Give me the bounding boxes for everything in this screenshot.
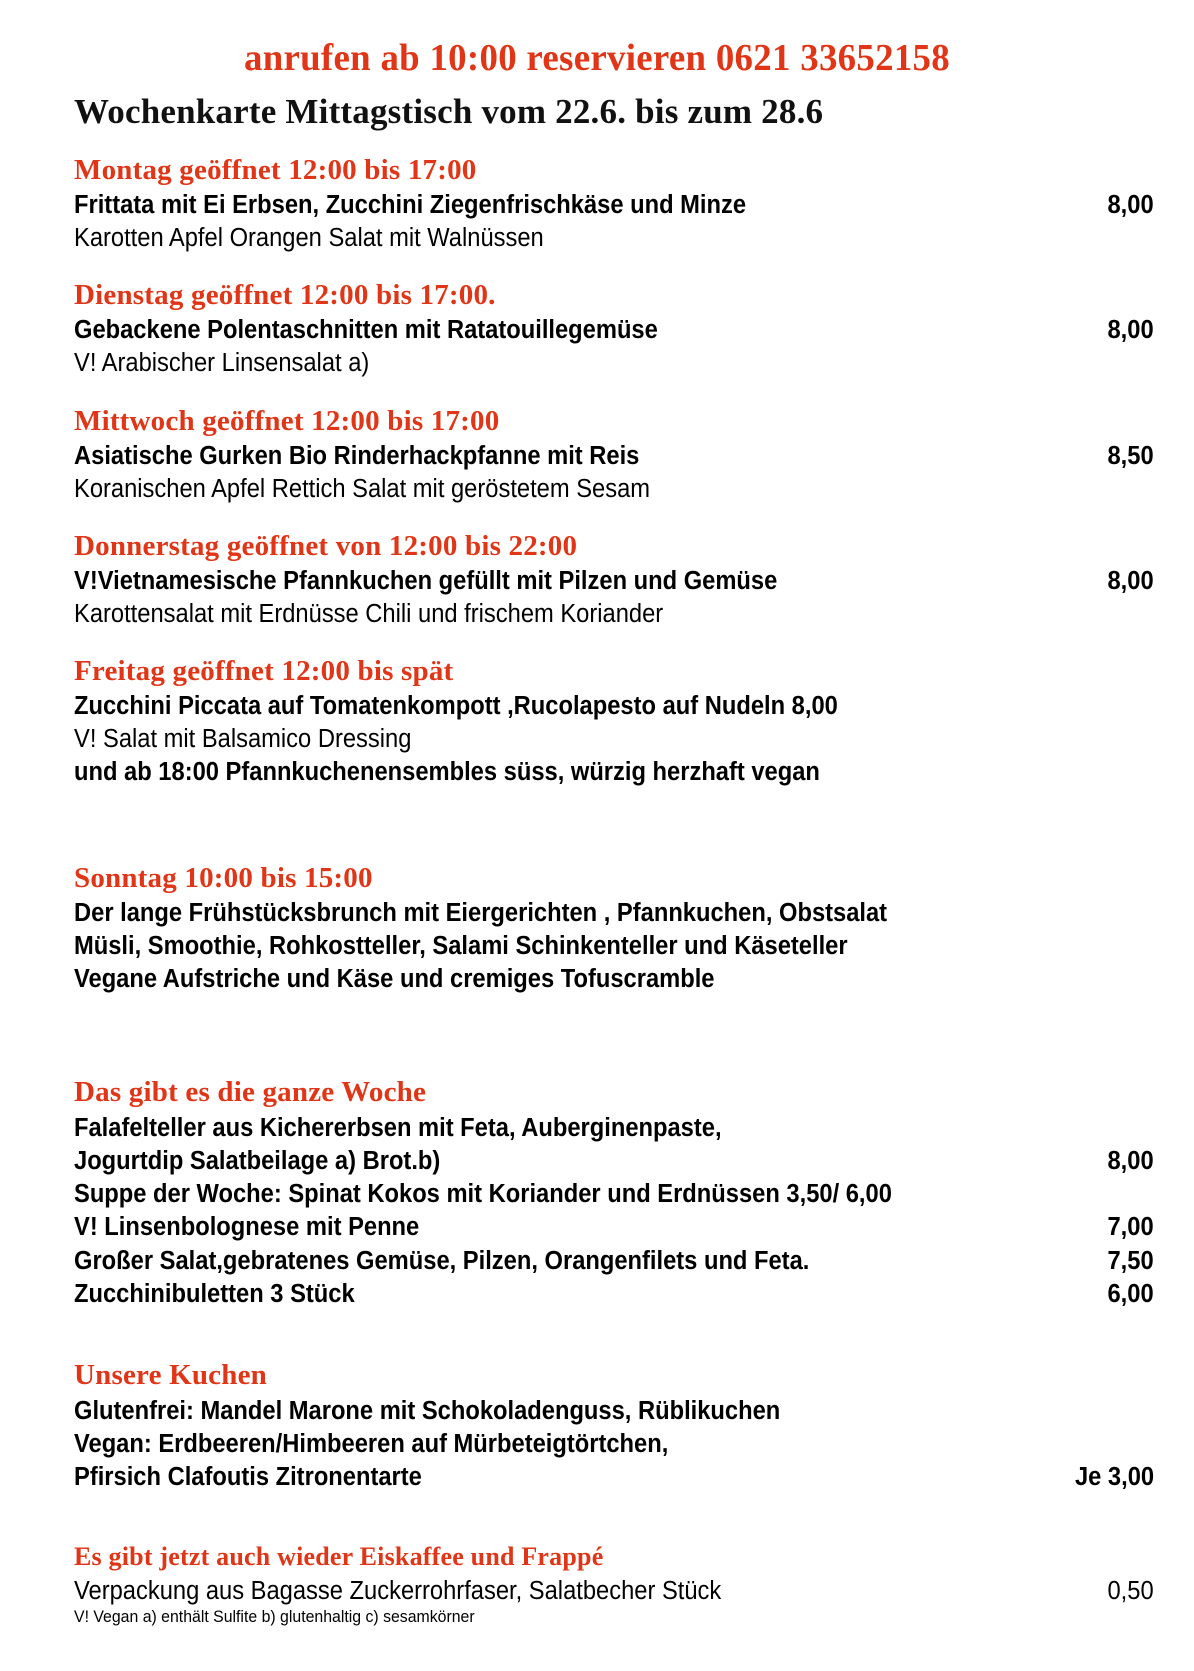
dish-name: Gebackene Polentaschnitten mit Ratatouillegemüse [74, 316, 658, 345]
dish-name: Zucchini Piccata auf Tomatenkompott ,Rucolapesto auf Nudeln 8,00 [74, 692, 838, 721]
item-price: 8,00 [1107, 1147, 1154, 1176]
cake-line-vegan: Vegan: Erdbeeren/Himbeeren auf Mürbeteigtörtchen, [74, 1429, 669, 1458]
day-heading-freitag: Freitag geöffnet 12:00 bis spät [74, 655, 454, 688]
menu-content [0, 132, 1194, 1628]
day-heading-donnerstag: Donnerstag geöffnet von 12:00 bis 22:00 [74, 529, 578, 562]
dish-price: 8,00 [1107, 191, 1154, 219]
all-week-item-row [74, 1145, 1154, 1178]
dish-name: Frittata mit Ei Erbsen, Zucchini Ziegenfrischkäse und Minze [74, 191, 747, 219]
spacer [74, 1333, 1154, 1359]
day-block-mittwoch [74, 405, 1154, 506]
day-heading-montag: Montag geöffnet 12:00 bis 17:00 [74, 154, 477, 186]
item-label: Suppe der Woche: Spinat Kokos mit Koriander und Erdnüssen 3,50/ 6,00 [74, 1180, 892, 1209]
item-price: Je 3,00 [1074, 1463, 1154, 1492]
section-heading-cakes: Unsere Kuchen [74, 1358, 267, 1391]
item-label: Großer Salat,gebratenes Gemüse, Pilzen, Orangenfilets und Feta. [74, 1246, 810, 1275]
section-iced-coffee [74, 1542, 1154, 1628]
side-dish-name: V! Arabischer Linsensalat a) [74, 349, 370, 378]
section-heading-all-week: Das gibt es die ganze Woche [74, 1075, 427, 1108]
item-label: V! Linsenbolognese mit Penne [74, 1213, 420, 1242]
item-label: Jogurtdip Salatbeilage a) Brot.b) [74, 1147, 441, 1176]
packaging-row [74, 1575, 1154, 1608]
cake-line [74, 1395, 1154, 1428]
menu-row-freitag-main [74, 690, 1154, 723]
brunch-line-1: Der lange Frühstücksbrunch mit Eiergerichten , Pfannkuchen, Obstsalat [74, 898, 888, 927]
item-price: 7,50 [1107, 1246, 1154, 1275]
all-week-intro [74, 1112, 1154, 1145]
day-block-sonntag [74, 862, 1154, 996]
falafel-line: Falafelteller aus Kichererbsen mit Feta, Auberginenpaste, [74, 1113, 722, 1142]
menu-row-freitag-extra [74, 756, 1154, 789]
side-dish-name: Karottensalat mit Erdnüsse Chili und frischem Koriander [74, 599, 664, 628]
spacer [74, 1018, 1154, 1076]
sonntag-line [74, 930, 1154, 963]
cake-price-row [74, 1461, 1154, 1494]
sonntag-line [74, 963, 1154, 996]
brunch-line-3: Vegane Aufstriche und Käse und cremiges Tofuscramble [74, 964, 715, 993]
section-all-week [74, 1076, 1154, 1311]
day-heading-dienstag: Dienstag geöffnet 12:00 bis 17:00. [74, 279, 496, 312]
allergen-note [74, 1608, 1154, 1628]
menu-row-freitag-side [74, 723, 1154, 756]
item-label: Zucchinibuletten 3 Stück [74, 1279, 355, 1308]
side-dish-name: Koranischen Apfel Rettich Salat mit geröstetem Sesam [74, 474, 651, 503]
item-label: Verpackung aus Bagasse Zuckerrohrfaser, Salatbecher Stück [74, 1577, 722, 1606]
menu-row-montag-side [74, 222, 1154, 255]
sonntag-line [74, 897, 1154, 930]
day-block-dienstag [74, 279, 1154, 380]
all-week-item-row [74, 1211, 1154, 1244]
dish-name: Asiatische Gurken Bio Rinderhackpfanne mit Reis [74, 441, 640, 470]
allergen-note-text: V! Vegan a) enthält Sulfite b) glutenhaltig c) sesamkörner [74, 1608, 475, 1627]
day-block-montag [74, 154, 1154, 255]
menu-row-mittwoch-main [74, 440, 1154, 473]
all-week-item-row [74, 1278, 1154, 1311]
menu-row-dienstag-main [74, 314, 1154, 347]
item-label: Pfirsich Clafoutis Zitronentarte [74, 1463, 422, 1492]
page-title: Wochenkarte Mittagstisch vom 22.6. bis zum 28.6 [74, 92, 824, 131]
cake-line-glutenfree: Glutenfrei: Mandel Marone mit Schokoladenguss, Rüblikuchen [74, 1396, 781, 1425]
section-cakes [74, 1359, 1154, 1494]
item-price: 7,00 [1107, 1213, 1154, 1242]
all-week-item-row [74, 1178, 1154, 1211]
day-block-donnerstag [74, 530, 1154, 631]
menu-row-donnerstag-main [74, 565, 1154, 598]
section-heading-iced-coffee: Es gibt jetzt auch wieder Eiskaffee und Frappé [74, 1542, 604, 1572]
brunch-line-2: Müsli, Smoothie, Rohkostteller, Salami Schinkenteller und Käseteller [74, 931, 848, 960]
dish-name: V!Vietnamesische Pfannkuchen gefüllt mit Pilzen und Gemüse [74, 566, 778, 595]
dish-price: 8,00 [1107, 316, 1154, 345]
evening-note: und ab 18:00 Pfannkuchenensembles süss, würzig herzhaft vegan [74, 758, 820, 787]
all-week-item-row [74, 1245, 1154, 1278]
spacer [74, 814, 1154, 862]
spacer [74, 1516, 1154, 1542]
menu-row-mittwoch-side [74, 473, 1154, 506]
menu-row-dienstag-side [74, 347, 1154, 380]
side-dish-name: V! Salat mit Balsamico Dressing [74, 725, 412, 754]
day-heading-mittwoch: Mittwoch geöffnet 12:00 bis 17:00 [74, 404, 500, 437]
menu-row-montag-main [74, 189, 1154, 222]
day-heading-sonntag: Sonntag 10:00 bis 15:00 [74, 861, 373, 894]
day-block-freitag [74, 655, 1154, 789]
cake-line [74, 1428, 1154, 1461]
side-dish-name: Karotten Apfel Orangen Salat mit Walnüssen [74, 224, 544, 253]
dish-price: 8,00 [1107, 566, 1154, 595]
phone-reservation-line: anrufen ab 10:00 reservieren 0621 33652158 [243, 37, 951, 79]
menu-row-donnerstag-side [74, 598, 1154, 631]
dish-price: 8,50 [1107, 441, 1154, 470]
item-price: 6,00 [1107, 1279, 1154, 1308]
item-price: 0,50 [1107, 1577, 1154, 1606]
